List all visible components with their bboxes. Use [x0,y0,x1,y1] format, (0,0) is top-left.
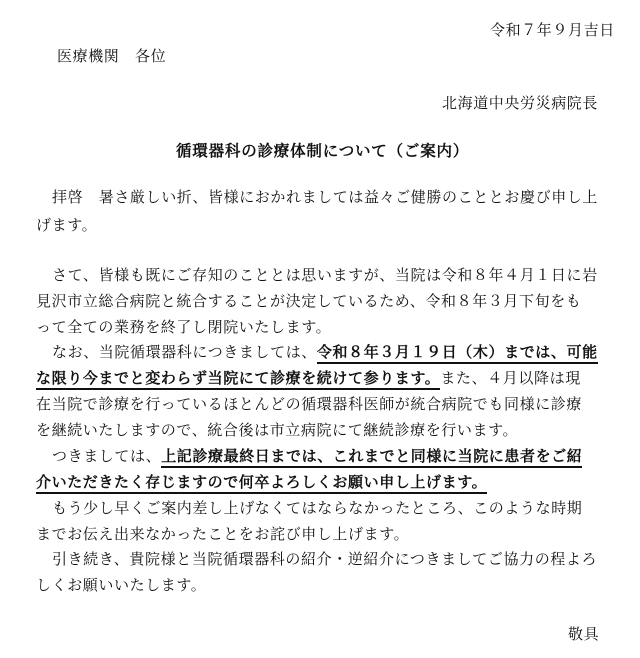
emphasis-continue-care: な限り今までと変わらず当院にて診療を続けて参ります。 [36,369,440,390]
paragraph-1-line-3: って全ての業務を終了し閉院いたします。 [36,318,332,336]
paragraph-3-line-1-text: つきましては、 [52,447,162,465]
paragraph-4-line-1: もう少し早くご案内差し上げなくてはならなかったところ、このような時期 [52,499,583,517]
paragraph-4-line-2: までお伝え出来なかったことをお詫び申し上げます。 [36,525,410,543]
emphasis-last-day: 令和８年３月１９日（木）までは、可能 [317,343,598,364]
paragraph-2-line-1-text: なお、当院循環器科につきましては、 [52,343,317,361]
sender: 北海道中央労災病院長 [442,94,599,112]
emphasis-referral-request-cont: 介いただきたく存じますので何卒よろしくお願い申し上げます。 [36,473,487,494]
paragraph-2-line-2-text: また、４月以降は現 [440,369,581,387]
paragraph-2-line-1 [52,342,598,362]
date: 令和７年９月吉日 [490,21,615,39]
paragraph-1-line-2: 見沢市立総合病院と統合することが決定しているため、令和８年３月下旬をも [36,292,582,310]
paragraph-5-line-2: しくお願いいたします。 [36,576,207,594]
paragraph-3-line-2 [36,472,487,492]
document-title: 循環器科の診療体制について（ご案内） [176,141,470,160]
recipient: 医療機関 各位 [57,47,167,65]
paragraph-3-line-1 [52,446,582,466]
paragraph-2-line-3: 在当院で診療を行っているほとんどの循環器科医師が統合病院でも同様に診療 [36,395,583,413]
greeting-line-2: げます。 [36,216,98,234]
emphasis-referral-request: 上記診療最終日までは、これまでと同様に当院に患者をご紹 [161,447,582,468]
paragraph-2-line-4: を継続いたしますので、統合後は市立病院にて継続診療を行います。 [36,421,519,439]
paragraph-2-line-2 [36,368,581,388]
closing-keigu: 敬具 [568,625,600,643]
paragraph-1-line-1: さて、皆様も既にご存知のこととは思いますが、当院は令和８年４月１日に岩 [52,266,598,284]
paragraph-5-line-1: 引き続き、貴院様と当院循環器科の紹介・逆紹介につきましてご協力の程よろ [52,550,598,568]
greeting-line-1: 拝啓 暑さ厳しい折、皆様におかれましては益々ご健勝のこととお慶び申し上 [52,188,599,206]
